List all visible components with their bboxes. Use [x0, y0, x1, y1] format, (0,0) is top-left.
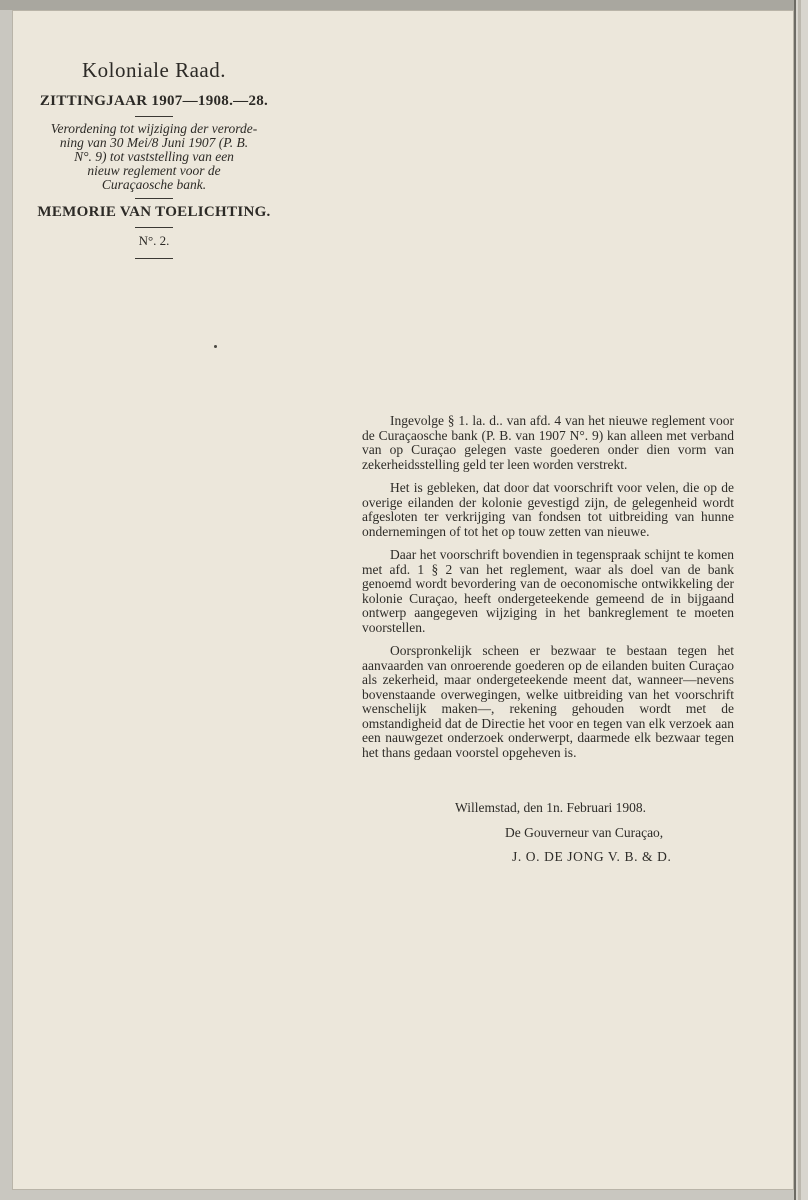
- session-year: ZITTINGJAAR 1907—1908.—28.: [39, 93, 269, 109]
- ink-speck: [214, 345, 217, 348]
- office-line: De Gouverneur van Curaçao,: [505, 825, 664, 840]
- subject-line: N°. 9) tot vaststelling van een: [74, 149, 234, 164]
- divider: [135, 227, 173, 228]
- divider: [135, 116, 173, 117]
- ordinance-subject: [34, 122, 274, 192]
- body-paragraph: Het is gebleken, dat door dat voorschrift voor velen, die op de overige eilanden der kolonie gevestigd zijn, de gelegenheid wordt afgesloten ter verkrijging van fondsen tot uitbreiding van hunne ondernemingen of tot het op touw zetten van nieuwe.: [362, 480, 734, 539]
- council-title: Koloniale Raad.: [82, 58, 226, 82]
- subject-line: Verordening tot wijziging der verorde-: [50, 121, 258, 136]
- body-paragraph: Oorspronkelijk scheen er bezwaar te bestaan tegen het aanvaarden van onroerende goederen op de eilanden buiten Curaçao als zekerheid, maar ondergeteekende meent dat, wanneer—nevens bovenstaande overwegingen, welke uitbreiding van het voorschrift wenschelijk maken—, rekening gehouden wordt met de omstandigheid dat de Directie het voor en tegen van elk verzoek aan een nauwgezet onderzoek onderwerpt, daarmede elk bezwaar tegen het thans gedaan voorstel opgeheven is.: [362, 643, 734, 760]
- document-header: [22, 58, 286, 264]
- body-paragraph: Daar het voorschrift bovendien in tegenspraak schijnt te komen met afd. 1 § 2 van het reglement, waar als doel van de bank genoemd wordt bevordering van de oeconomische ontwikkeling der kolonie Curaçao, heeft ondergeteekende gemeend de in bijgaand ontwerp aangegeven wijziging in het bankreglement te moeten voorstellen.: [362, 547, 734, 635]
- date-line: Willemstad, den 1n. Februari 1908.: [455, 800, 647, 815]
- body-paragraph: Ingevolge § 1. la. d.. van afd. 4 van het nieuwe reglement voor de Curaçaosche bank (P. B. van 1907 N°. 9) kan alleen met verband van op Curaçao gelegen vaste goederen onder dien vorm van zekerheidsstelling geld ter leen worden verstrekt.: [362, 413, 734, 472]
- divider: [135, 198, 173, 199]
- document-number: N°. 2.: [138, 233, 170, 248]
- explanatory-memorandum-body: [362, 414, 734, 769]
- divider: [135, 258, 173, 259]
- subject-line: nieuw reglement voor de: [87, 163, 221, 178]
- scan-top-edge: [0, 0, 808, 10]
- subject-line: Curaçaosche bank.: [101, 177, 207, 192]
- subject-line: ning van 30 Mei/8 Juni 1907 (P. B.: [59, 135, 249, 150]
- name-line: J. O. DE JONG V. B. & D.: [512, 849, 672, 864]
- scan-right-edge: [794, 0, 808, 1200]
- memorie-heading: MEMORIE VAN TOELICHTING.: [37, 204, 271, 220]
